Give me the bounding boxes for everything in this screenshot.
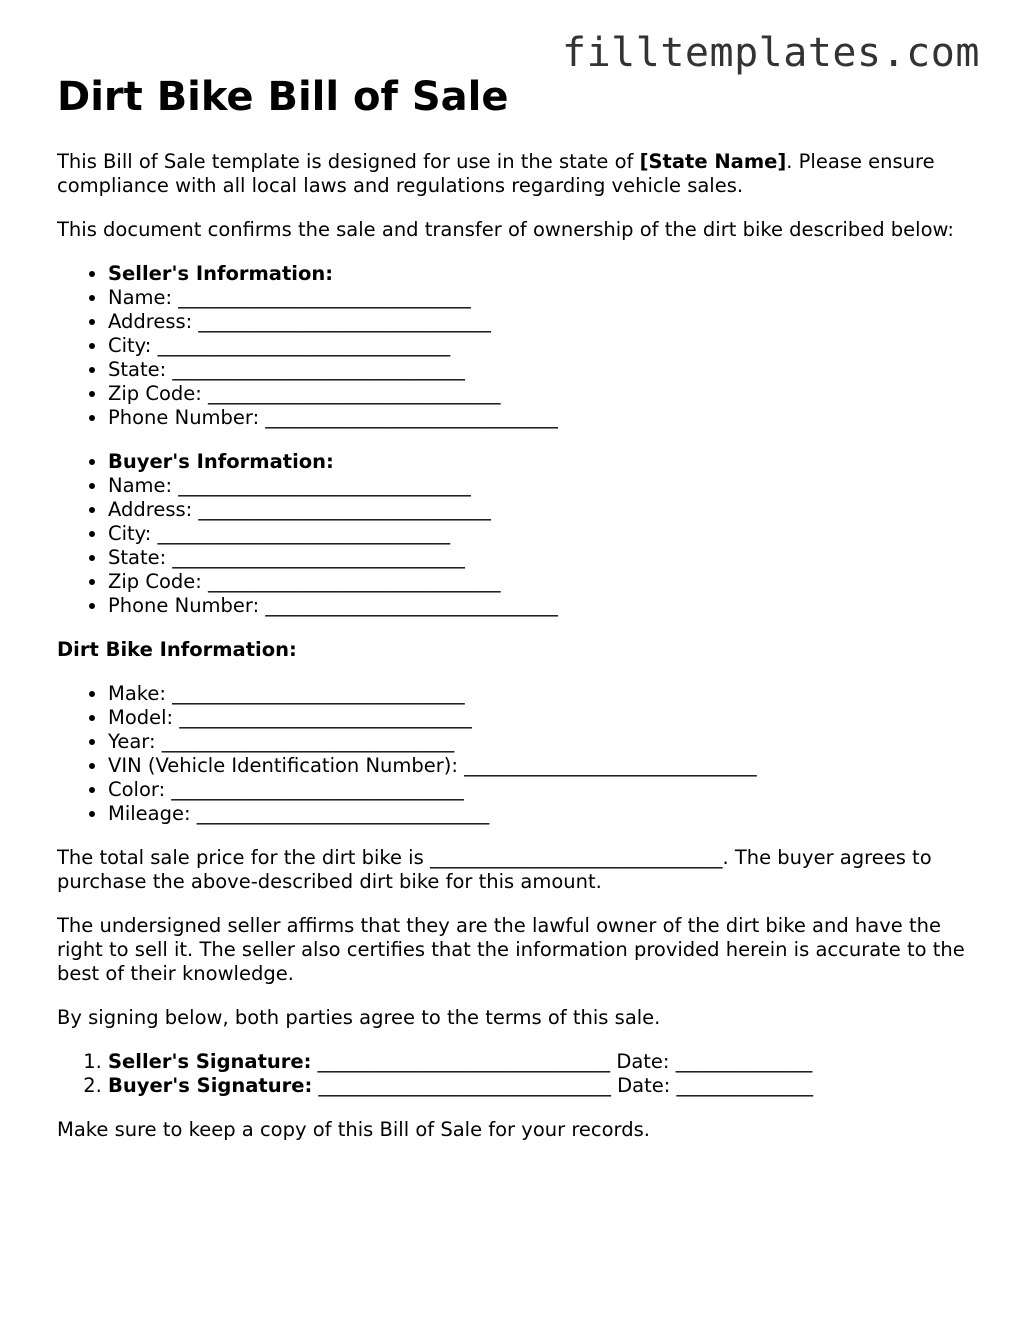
buyer-name-field: • Name: ______________________________ <box>108 474 987 498</box>
state-name-placeholder: [State Name] <box>639 150 787 173</box>
buyer-address-field: • Address: ______________________________ <box>108 498 987 522</box>
bike-make-field: • Make: ______________________________ <box>108 682 987 706</box>
seller-name-field: • Name: ______________________________ <box>108 286 987 310</box>
buyer-signature-label: Buyer's Signature: <box>108 1074 313 1097</box>
bike-info-list <box>57 682 987 826</box>
bike-info-heading: Dirt Bike Information: <box>57 638 297 661</box>
signature-list <box>57 1050 987 1098</box>
buyer-city-field: • City: ______________________________ <box>108 522 987 546</box>
seller-phone-field: • Phone Number: ______________________________ <box>108 406 987 430</box>
seller-info-heading-text: Seller's Information: <box>108 262 334 285</box>
page-title: Dirt Bike Bill of Sale <box>57 74 509 120</box>
confirmation-paragraph: This document confirms the sale and transfer of ownership of the dirt bike described below: <box>57 218 954 241</box>
watermark: filltemplates.com <box>562 30 980 76</box>
bike-model-field: • Model: ______________________________ <box>108 706 987 730</box>
seller-city-field: • City: ______________________________ <box>108 334 987 358</box>
buyer-info-heading <box>108 450 987 474</box>
seller-state-field: • State: ______________________________ <box>108 358 987 382</box>
seller-info-heading <box>108 262 987 286</box>
price-paragraph: The total sale price for the dirt bike is ______________________________. The buyer agrees to purchase the above-described dirt bike for this amount. <box>57 846 932 893</box>
document-body <box>57 70 987 1162</box>
intro-text-after: . Please ensure compliance with all local laws and regulations regarding vehicle sales. <box>57 150 935 197</box>
bike-vin-field: • VIN (Vehicle Identification Number): ______________________________ <box>108 754 987 778</box>
closing-note: Make sure to keep a copy of this Bill of Sale for your records. <box>57 1118 650 1141</box>
buyer-phone-field: • Phone Number: ______________________________ <box>108 594 987 618</box>
seller-address-field: • Address: ______________________________ <box>108 310 987 334</box>
intro-paragraph <box>57 150 987 198</box>
buyer-info-heading-text: Buyer's Information: <box>108 450 334 473</box>
buyer-signature-line <box>108 1074 987 1098</box>
buyer-zip-field: • Zip Code: ______________________________ <box>108 570 987 594</box>
seller-info-list <box>57 262 987 430</box>
seller-signature-blank: ______________________________ Date: ______________ <box>311 1050 813 1073</box>
buyer-signature-blank: ______________________________ Date: ______________ <box>312 1074 814 1097</box>
seller-signature-label: Seller's Signature: <box>108 1050 312 1073</box>
seller-signature-line <box>108 1050 987 1074</box>
affirmation-paragraph: The undersigned seller affirms that they are the lawful owner of the dirt bike and have the right to sell it. The seller also certifies that the information provided herein is accurate to the best of their knowledge. <box>57 914 965 985</box>
buyer-info-list <box>57 450 987 618</box>
signing-intro: By signing below, both parties agree to the terms of this sale. <box>57 1006 661 1029</box>
bike-year-field: • Year: ______________________________ <box>108 730 987 754</box>
buyer-state-field: • State: ______________________________ <box>108 546 987 570</box>
bike-mileage-field: • Mileage: ______________________________ <box>108 802 987 826</box>
bike-color-field: • Color: ______________________________ <box>108 778 987 802</box>
intro-text-before: This Bill of Sale template is designed for use in the state of <box>57 150 640 173</box>
seller-zip-field: • Zip Code: ______________________________ <box>108 382 987 406</box>
